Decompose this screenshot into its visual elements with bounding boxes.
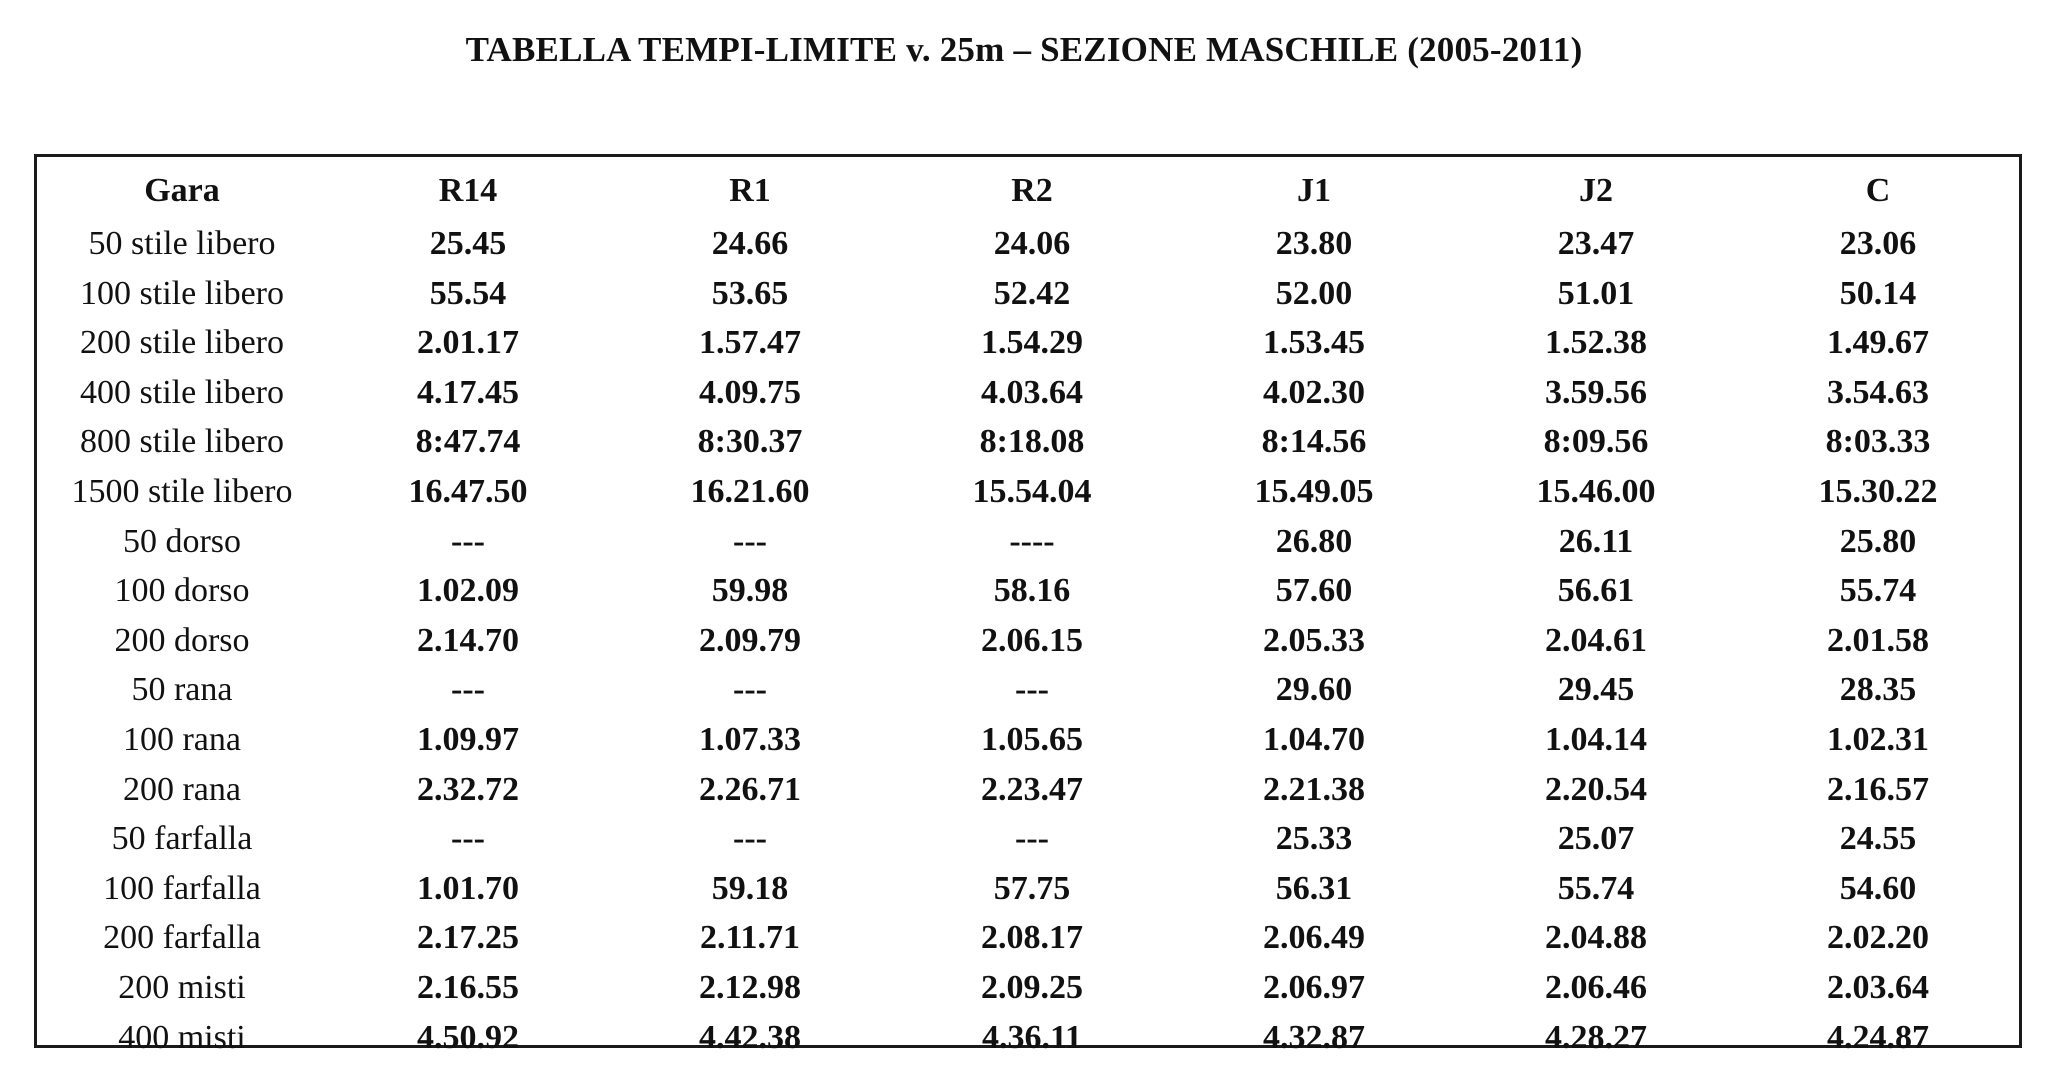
time-cell-r1: --- [733,522,767,560]
time-cell-j1: 4.32.87 [1263,1018,1365,1056]
table-body [37,219,2019,1062]
event-name-cell: 200 farfalla [103,919,261,957]
time-cell-r1: 4.09.75 [699,373,801,411]
time-cell-r1: 1.07.33 [699,720,801,758]
table-row [37,269,2019,319]
event-name-cell: 50 dorso [122,522,242,560]
time-cell-j2: 2.04.61 [1545,621,1647,659]
time-cell-r1: 24.66 [711,225,789,262]
time-cell-j2: 26.11 [1558,522,1634,560]
time-cell-j2: 15.46.00 [1536,472,1656,510]
time-cell-r1: 2.12.98 [699,968,801,1006]
time-cell-r1: 16.21.60 [690,472,810,510]
time-cell-c: 23.06 [1839,225,1917,262]
time-cell-r14: 8:47.74 [415,423,521,461]
time-cell-j1: 29.60 [1275,671,1353,709]
event-name-cell: 200 stile libero [80,324,284,362]
time-cell-r14: 2.17.25 [417,919,519,957]
time-cell-r1: 1.57.47 [699,324,801,362]
time-cell-j1: 56.31 [1275,869,1353,907]
time-cell-j1: 26.80 [1275,522,1353,560]
event-name-cell: 200 dorso [114,621,250,659]
time-cell-j1: 1.53.45 [1263,324,1365,362]
event-name-cell: 50 stile libero [88,225,276,262]
time-cell-r2: ---- [1009,522,1055,560]
time-limits-table [37,157,2019,1062]
time-cell-r1: 59.18 [711,869,789,907]
event-name-cell: 800 stile libero [80,423,284,461]
time-cell-j2: 2.06.46 [1545,968,1647,1006]
time-cell-j1: 25.33 [1275,820,1353,858]
time-cell-r2: 24.06 [993,225,1071,262]
table-row [37,467,2019,517]
time-cell-j2: 4.28.27 [1545,1018,1647,1056]
time-cell-r2: 1.54.29 [981,324,1083,362]
table-row [37,616,2019,666]
time-cell-c: 8:03.33 [1825,423,1931,461]
time-cell-r14: 16.47.50 [408,472,528,510]
table-row [37,913,2019,963]
table-row [37,1013,2019,1063]
time-cell-j2: 56.61 [1557,572,1635,610]
time-cell-r14: --- [451,671,485,709]
time-cell-r14: 2.01.17 [417,324,519,362]
header-row [37,157,2019,219]
table-row [37,715,2019,765]
time-cell-j2: 2.20.54 [1545,770,1647,808]
time-cell-j2: 55.74 [1557,869,1635,907]
time-cell-c: 4.24.87 [1827,1018,1929,1056]
time-cell-r2: 2.08.17 [981,919,1083,957]
table-row [37,765,2019,815]
time-cell-c: 50.14 [1839,274,1917,312]
time-cell-r2: 52.42 [993,274,1071,312]
time-cell-c: 3.54.63 [1827,373,1929,411]
time-cell-c: 1.49.67 [1827,324,1929,362]
column-header-r1: R1 [729,172,771,209]
time-cell-j1: 15.49.05 [1254,472,1374,510]
time-cell-j1: 8:14.56 [1261,423,1367,461]
time-cell-r2: 4.03.64 [981,373,1083,411]
time-cell-r1: 8:30.37 [697,423,803,461]
column-header-r14: R14 [438,172,498,209]
time-cell-r2: 15.54.04 [972,472,1092,510]
time-cell-c: 25.80 [1839,522,1917,560]
time-cell-r2: --- [1015,671,1049,709]
time-cell-j1: 2.21.38 [1263,770,1365,808]
time-cell-r2: 1.05.65 [981,720,1083,758]
time-cell-r14: 1.09.97 [417,720,519,758]
time-cell-c: 54.60 [1839,869,1917,907]
event-name-cell: 200 rana [122,770,241,808]
time-cell-c: 2.03.64 [1827,968,1929,1006]
event-name-cell: 100 dorso [114,572,250,610]
time-cell-r2: 57.75 [993,869,1071,907]
time-cell-j1: 23.80 [1275,225,1353,262]
time-cell-r14: 4.17.45 [417,373,519,411]
time-cell-j2: 23.47 [1557,225,1635,262]
time-cell-r1: 4.42.38 [699,1018,801,1056]
column-header-c: C [1865,172,1891,209]
time-cell-r1: 2.09.79 [699,621,801,659]
time-cell-c: 55.74 [1839,572,1917,610]
time-cell-j1: 52.00 [1275,274,1353,312]
column-header-j1: J1 [1297,172,1331,209]
time-cell-c: 1.02.31 [1827,720,1929,758]
event-name-cell: 200 misti [118,968,246,1006]
time-cell-r14: 4.50.92 [417,1018,519,1056]
time-cell-r2: 4.36.11 [981,1018,1083,1056]
table-row [37,517,2019,567]
event-name-cell: 1500 stile libero [71,472,293,510]
time-cell-j2: 25.07 [1557,820,1635,858]
page-title: TABELLA TEMPI-LIMITE v. 25m – SEZIONE MASCHILE (2005-2011) [465,30,1583,69]
time-cell-r14: 25.45 [429,225,507,262]
time-cell-r2: 2.06.15 [981,621,1083,659]
table-row [37,665,2019,715]
time-cell-r14: --- [451,820,485,858]
time-cell-j1: 2.06.97 [1263,968,1365,1006]
time-cell-j2: 8:09.56 [1543,423,1649,461]
time-cell-c: 2.16.57 [1827,770,1929,808]
time-cell-j2: 2.04.88 [1545,919,1647,957]
time-cell-j2: 1.52.38 [1545,324,1647,362]
time-cell-r2: 58.16 [993,572,1071,610]
column-header-j2: J2 [1579,172,1613,209]
time-cell-r14: --- [451,522,485,560]
time-cell-r2: 2.09.25 [981,968,1083,1006]
event-name-cell: 50 farfalla [111,820,253,858]
time-cell-r1: --- [733,820,767,858]
time-cell-r14: 2.32.72 [417,770,519,808]
event-name-cell: 50 rana [131,671,233,709]
time-cell-r1: --- [733,671,767,709]
event-name-cell: 400 stile libero [80,373,284,411]
time-cell-r14: 2.14.70 [417,621,519,659]
table-row [37,318,2019,368]
table-row [37,566,2019,616]
time-cell-j1: 57.60 [1275,572,1353,610]
time-cell-r14: 1.02.09 [417,572,519,610]
column-header-r2: R2 [1011,172,1053,209]
time-cell-r1: 2.26.71 [699,770,801,808]
time-cell-c: 2.01.58 [1827,621,1929,659]
time-cell-r1: 2.11.71 [699,919,801,957]
time-cell-c: 2.02.20 [1827,919,1929,957]
column-header-event: Gara [144,172,220,209]
time-cell-r14: 2.16.55 [417,968,519,1006]
time-cell-j1: 1.04.70 [1263,720,1365,758]
time-cell-r2: 2.23.47 [981,770,1083,808]
time-cell-j2: 3.59.56 [1545,373,1647,411]
event-name-cell: 100 stile libero [80,274,284,312]
event-name-cell: 400 misti [118,1018,246,1056]
time-cell-j1: 2.05.33 [1263,621,1365,659]
time-cell-c: 15.30.22 [1818,472,1938,510]
time-cell-c: 24.55 [1839,820,1917,858]
time-cell-c: 28.35 [1839,671,1917,709]
time-cell-r14: 1.01.70 [417,869,519,907]
table-frame [34,154,2022,1056]
table-row [37,417,2019,467]
time-cell-j2: 51.01 [1557,274,1635,312]
time-cell-j1: 4.02.30 [1263,373,1365,411]
event-name-cell: 100 farfalla [103,869,261,907]
time-cell-j1: 2.06.49 [1263,919,1365,957]
table-row [37,368,2019,418]
table-row [37,814,2019,864]
time-cell-j2: 29.45 [1557,671,1635,709]
time-cell-r2: 8:18.08 [979,423,1085,461]
table-row [37,963,2019,1013]
table-row [37,219,2019,269]
table-row [37,864,2019,914]
time-cell-r2: --- [1015,820,1049,858]
time-cell-j2: 1.04.14 [1545,720,1647,758]
event-name-cell: 100 rana [122,720,241,758]
time-cell-r1: 59.98 [711,572,789,610]
time-cell-r14: 55.54 [429,274,507,312]
time-cell-r1: 53.65 [711,274,789,312]
